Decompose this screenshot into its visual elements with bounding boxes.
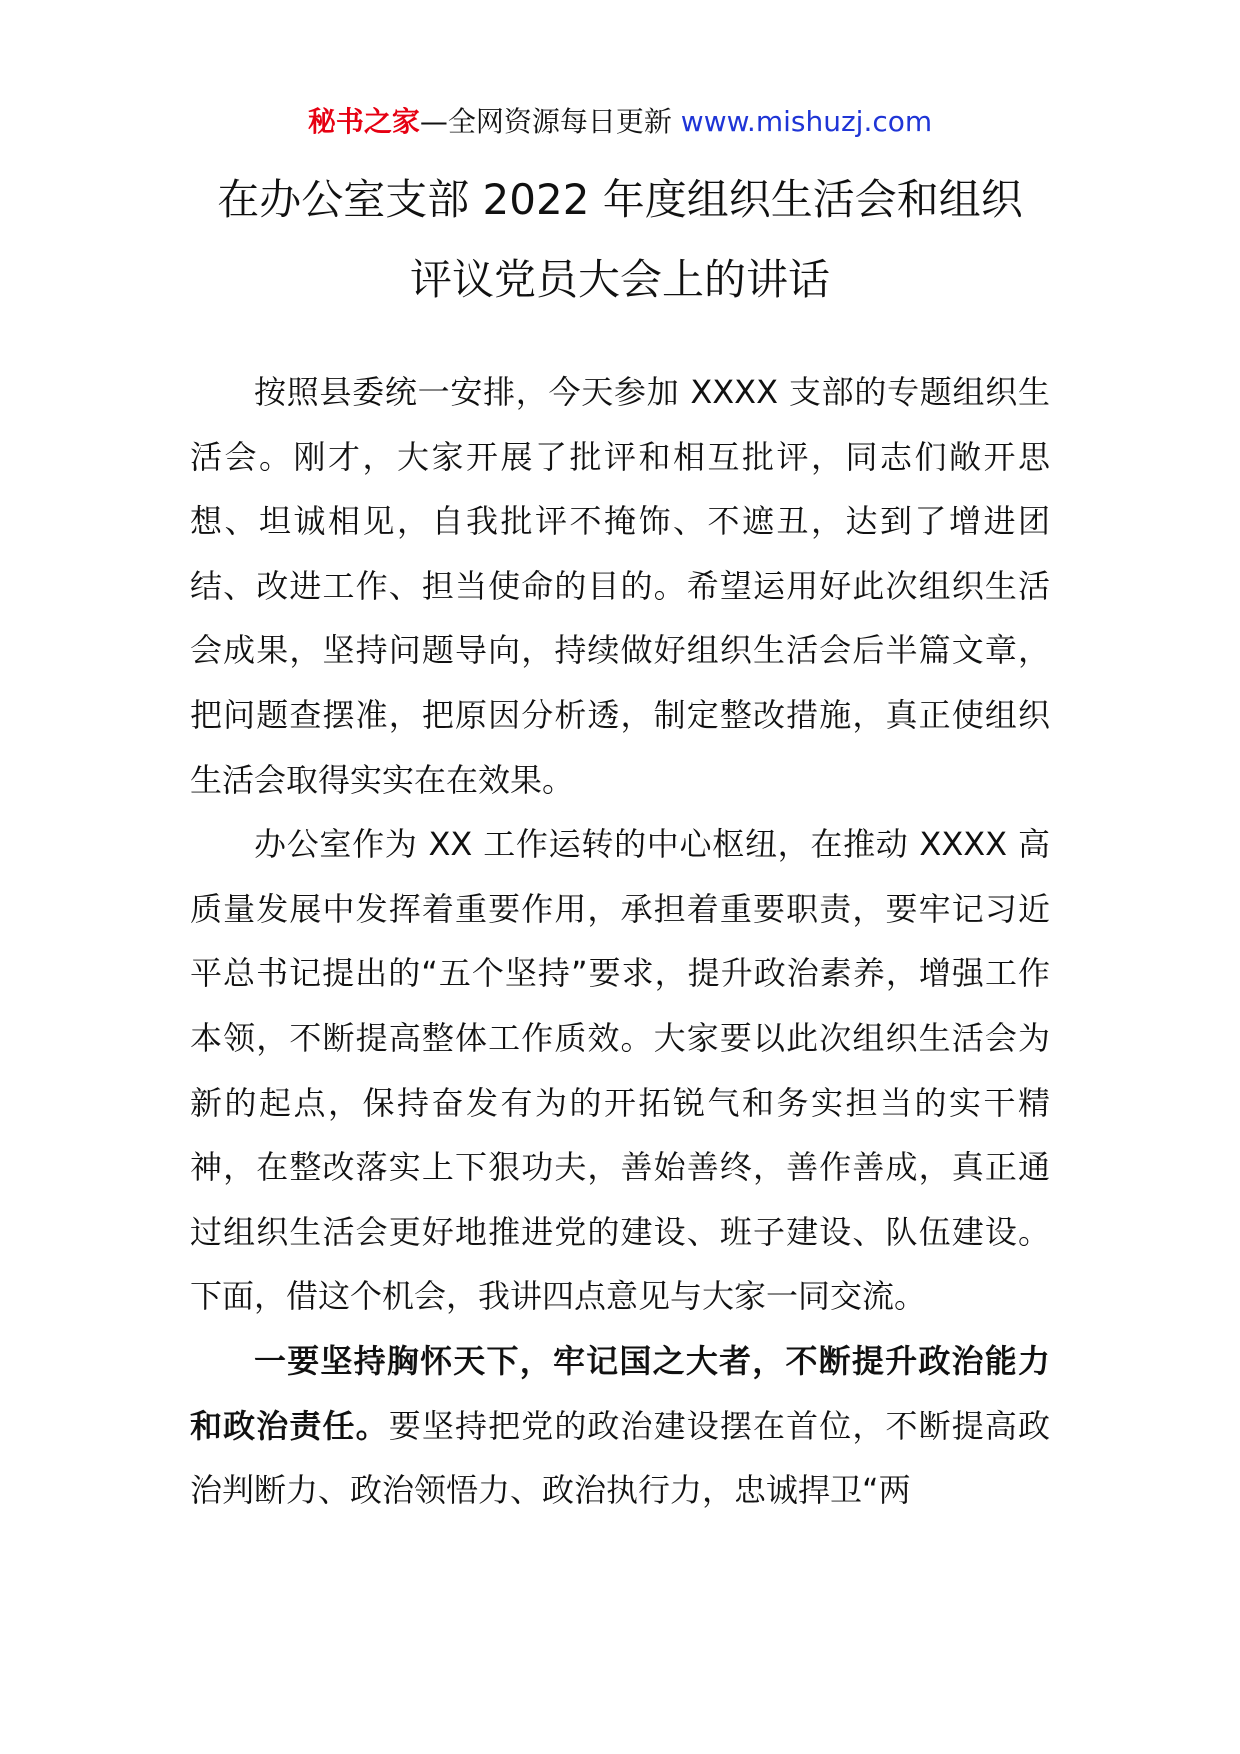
paragraph-1 bbox=[190, 360, 1050, 812]
document-title bbox=[140, 160, 1100, 320]
paragraph-1-text: 按照县委统一安排，今天参加 XXXX 支部的专题组织生活会。刚才，大家开展了批评和相互批评，同志们敞开思想、坦诚相见，自我批评不掩饰、不遮丑，达到了增进团结、改进工作、担当使命的目的。希望运用好此次组织生活会成果，坚持问题导向，持续做好组织生活会后半篇文章，把问题查摆准，把原因分析透，制定整改措施，真正使组织生活会取得实实在在效果。 bbox=[190, 373, 1050, 799]
paragraph-2-text: 办公室作为 XX 工作运转的中心枢纽，在推动 XXXX 高质量发展中发挥着重要作用，承担着重要职责，要牢记习近平总书记提出的“五个坚持”要求，提升政治素养，增强工作本领，不断提高整体工作质效。大家要以此次组织生活会为新的起点，保持奋发有为的开拓锐气和务实担当的实干精神，在整改落实上下狠功夫，善始善终，善作善成，真正通过组织生活会更好地推进党的建设、班子建设、队伍建设。下面，借这个机会，我讲四点意见与大家一同交流。 bbox=[190, 825, 1050, 1316]
site-header bbox=[0, 100, 1240, 144]
title-line-2: 评议党员大会上的讲话 bbox=[409, 255, 830, 304]
site-url-link[interactable]: www.mishuzj.com bbox=[680, 105, 933, 138]
paragraph-3-text: 要坚持把党的政治建设摆在首位，不断提高政治判断力、政治领悟力、政治执行力，忠诚捍卫“两 bbox=[190, 1406, 1050, 1510]
brand-name: 秘书之家 bbox=[307, 105, 420, 138]
paragraph-2 bbox=[190, 812, 1050, 1329]
paragraph-3-lead: 一要坚持胸怀天下，牢记国之大者，不断提升政治能力和政治责任。 bbox=[190, 1341, 1050, 1445]
paragraph-3 bbox=[190, 1329, 1050, 1523]
document-body bbox=[190, 360, 1050, 1523]
header-tagline: —全网资源每日更新 bbox=[419, 105, 672, 138]
title-line-1: 在办公室支部 2022 年度组织生活会和组织 bbox=[217, 175, 1023, 224]
